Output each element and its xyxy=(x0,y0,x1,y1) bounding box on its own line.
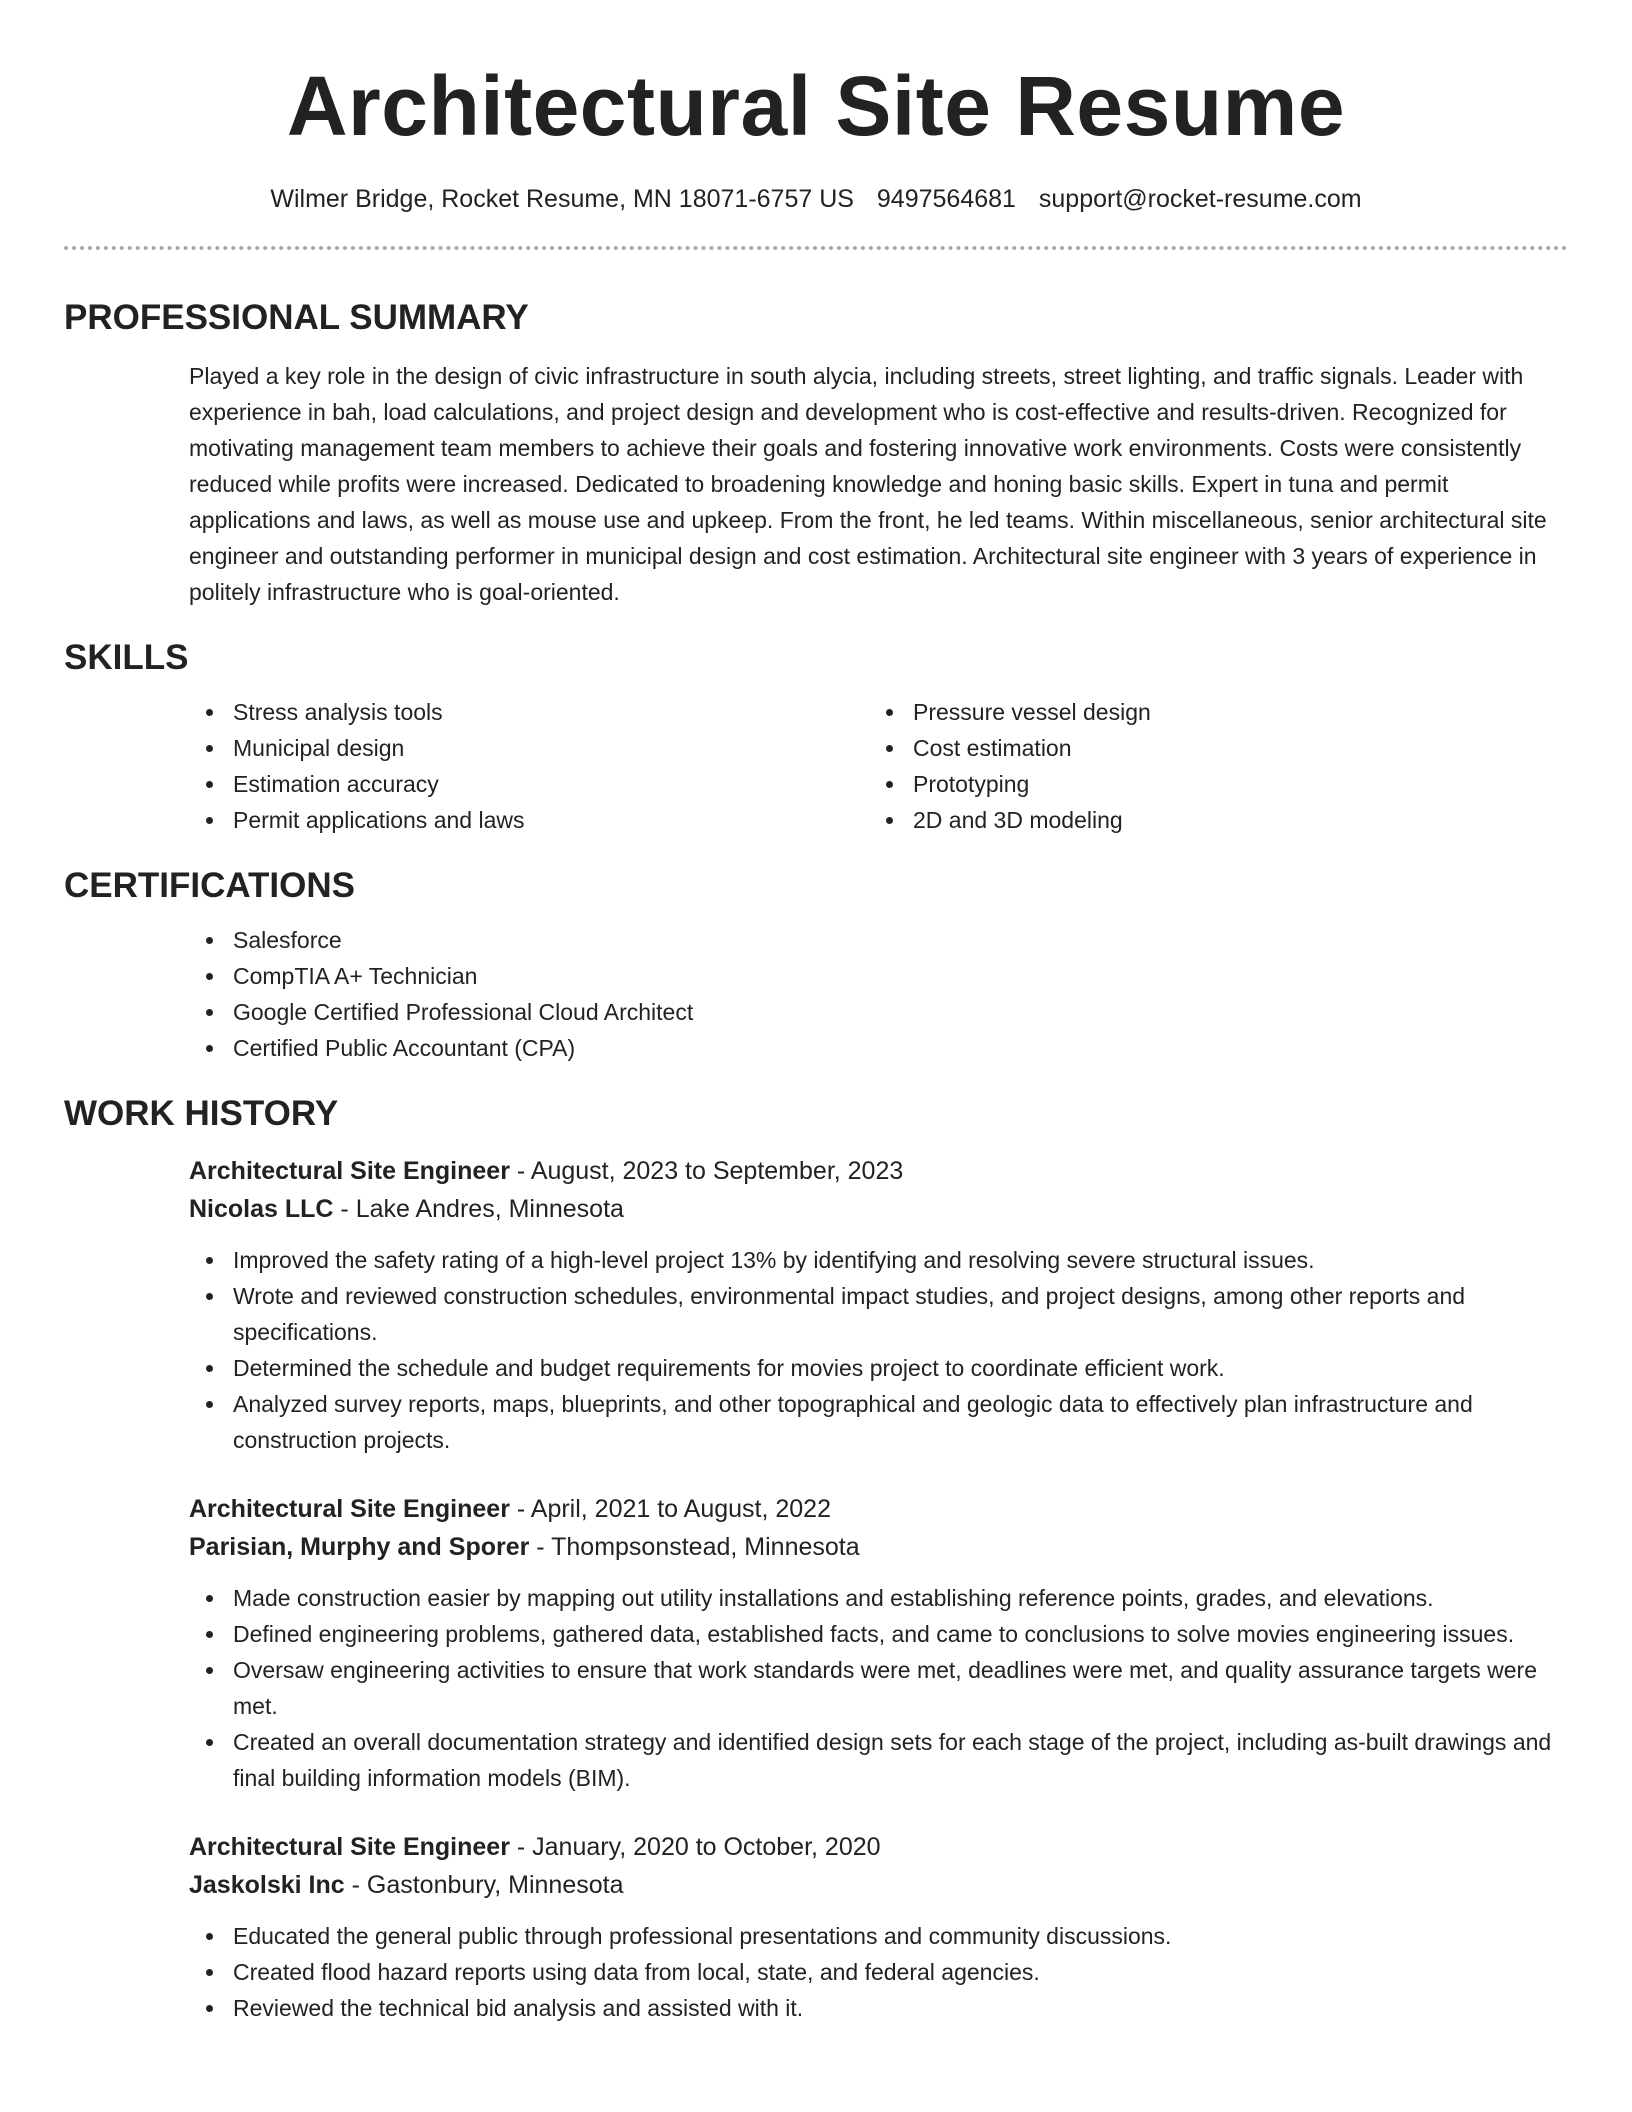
skill-item: 2D and 3D modeling xyxy=(869,802,1549,838)
job-duty: Educated the general public through professional presentations and community discussions. xyxy=(189,1918,1568,1954)
certifications-heading: CERTIFICATIONS xyxy=(64,866,356,905)
skills-column-right xyxy=(869,694,1549,838)
skill-item: Permit applications and laws xyxy=(189,802,869,838)
skill-item: Municipal design xyxy=(189,730,869,766)
job-company-line xyxy=(189,1866,1568,1904)
job-role: Architectural Site Engineer xyxy=(189,1157,510,1185)
certifications-list xyxy=(189,922,1632,1066)
contact-address: Wilmer Bridge, Rocket Resume, MN 18071-6757 US xyxy=(270,185,854,213)
skill-item: Prototyping xyxy=(869,766,1549,802)
job-dates: - January, 2020 to October, 2020 xyxy=(509,1833,881,1861)
job-entry xyxy=(189,1828,1568,2026)
job-duty: Defined engineering problems, gathered data, established facts, and came to conclusions to solve movies engineering issues. xyxy=(189,1616,1568,1652)
job-duty: Determined the schedule and budget requirements for movies project to coordinate efficient work. xyxy=(189,1350,1568,1386)
skills-heading: SKILLS xyxy=(64,638,189,677)
job-duty: Wrote and reviewed construction schedules, environmental impact studies, and project designs, among other reports and specifications. xyxy=(189,1278,1568,1350)
job-duties-list xyxy=(189,1242,1568,1458)
job-location: - Thompsonstead, Minnesota xyxy=(529,1533,860,1561)
skill-item: Cost estimation xyxy=(869,730,1549,766)
job-dates: - August, 2023 to September, 2023 xyxy=(509,1157,904,1185)
job-duty: Created an overall documentation strategy and identified design sets for each stage of the project, including as-built drawings and final building information models (BIM). xyxy=(189,1724,1568,1796)
certification-item: Salesforce xyxy=(189,922,1632,958)
job-duty: Improved the safety rating of a high-level project 13% by identifying and resolving severe structural issues. xyxy=(189,1242,1568,1278)
job-title-line xyxy=(189,1828,1568,1866)
job-company: Nicolas LLC xyxy=(189,1195,334,1223)
job-entry xyxy=(189,1490,1568,1796)
certification-item: CompTIA A+ Technician xyxy=(189,958,1632,994)
job-duties-list xyxy=(189,1580,1568,1796)
job-location: - Gastonbury, Minnesota xyxy=(344,1871,624,1899)
job-company-line xyxy=(189,1190,1568,1228)
contact-line xyxy=(0,182,1632,216)
job-duty: Reviewed the technical bid analysis and assisted with it. xyxy=(189,1990,1568,2026)
job-company-line xyxy=(189,1528,1568,1566)
job-company: Parisian, Murphy and Sporer xyxy=(189,1533,530,1561)
contact-email: support@rocket-resume.com xyxy=(1038,185,1362,213)
job-dates: - April, 2021 to August, 2022 xyxy=(509,1495,831,1523)
job-duty: Created flood hazard reports using data from local, state, and federal agencies. xyxy=(189,1954,1568,1990)
job-title-line xyxy=(189,1490,1568,1528)
skill-item: Pressure vessel design xyxy=(869,694,1549,730)
resume-title: Architectural Site Resume xyxy=(286,59,1346,153)
summary-heading: PROFESSIONAL SUMMARY xyxy=(64,298,529,337)
contact-phone: 9497564681 xyxy=(876,185,1016,213)
work-history-heading: WORK HISTORY xyxy=(64,1094,339,1133)
summary-text: Played a key role in the design of civic infrastructure in south alycia, including streets, street lighting, and traffic signals. Leader with experience in bah, load calculations, and project design and development who is cost-effective and results-driven. Recognized for motivating management team members to achieve their goals and fostering innovative work environments. Costs were consistently reduced while profits were increased. Dedicated to broadening knowledge and honing basic skills. Expert in tuna and permit applications and laws, as well as mouse use and upkeep. From the front, he led teams. Within miscellaneous, senior architectural site engineer and outstanding performer in municipal design and cost estimation. Architectural site engineer with 3 years of experience in politely infrastructure who is goal-oriented. xyxy=(189,363,1547,605)
job-role: Architectural Site Engineer xyxy=(189,1833,510,1861)
skill-item: Estimation accuracy xyxy=(189,766,869,802)
header-divider xyxy=(64,246,1568,250)
skills-grid xyxy=(189,694,1568,838)
job-role: Architectural Site Engineer xyxy=(189,1495,510,1523)
job-title-line xyxy=(189,1152,1568,1190)
skills-column-left xyxy=(189,694,869,838)
certification-item: Certified Public Accountant (CPA) xyxy=(189,1030,1632,1066)
skill-item: Stress analysis tools xyxy=(189,694,869,730)
job-location: - Lake Andres, Minnesota xyxy=(333,1195,624,1223)
job-entry xyxy=(189,1152,1568,1458)
job-duties-list xyxy=(189,1918,1568,2026)
job-duty: Analyzed survey reports, maps, blueprints, and other topographical and geologic data to effectively plan infrastructure and construction projects. xyxy=(189,1386,1568,1458)
job-duty: Oversaw engineering activities to ensure that work standards were met, deadlines were met, and quality assurance targets were met. xyxy=(189,1652,1568,1724)
certification-item: Google Certified Professional Cloud Architect xyxy=(189,994,1632,1030)
job-duty: Made construction easier by mapping out utility installations and establishing reference points, grades, and elevations. xyxy=(189,1580,1568,1616)
job-company: Jaskolski Inc xyxy=(189,1871,345,1899)
